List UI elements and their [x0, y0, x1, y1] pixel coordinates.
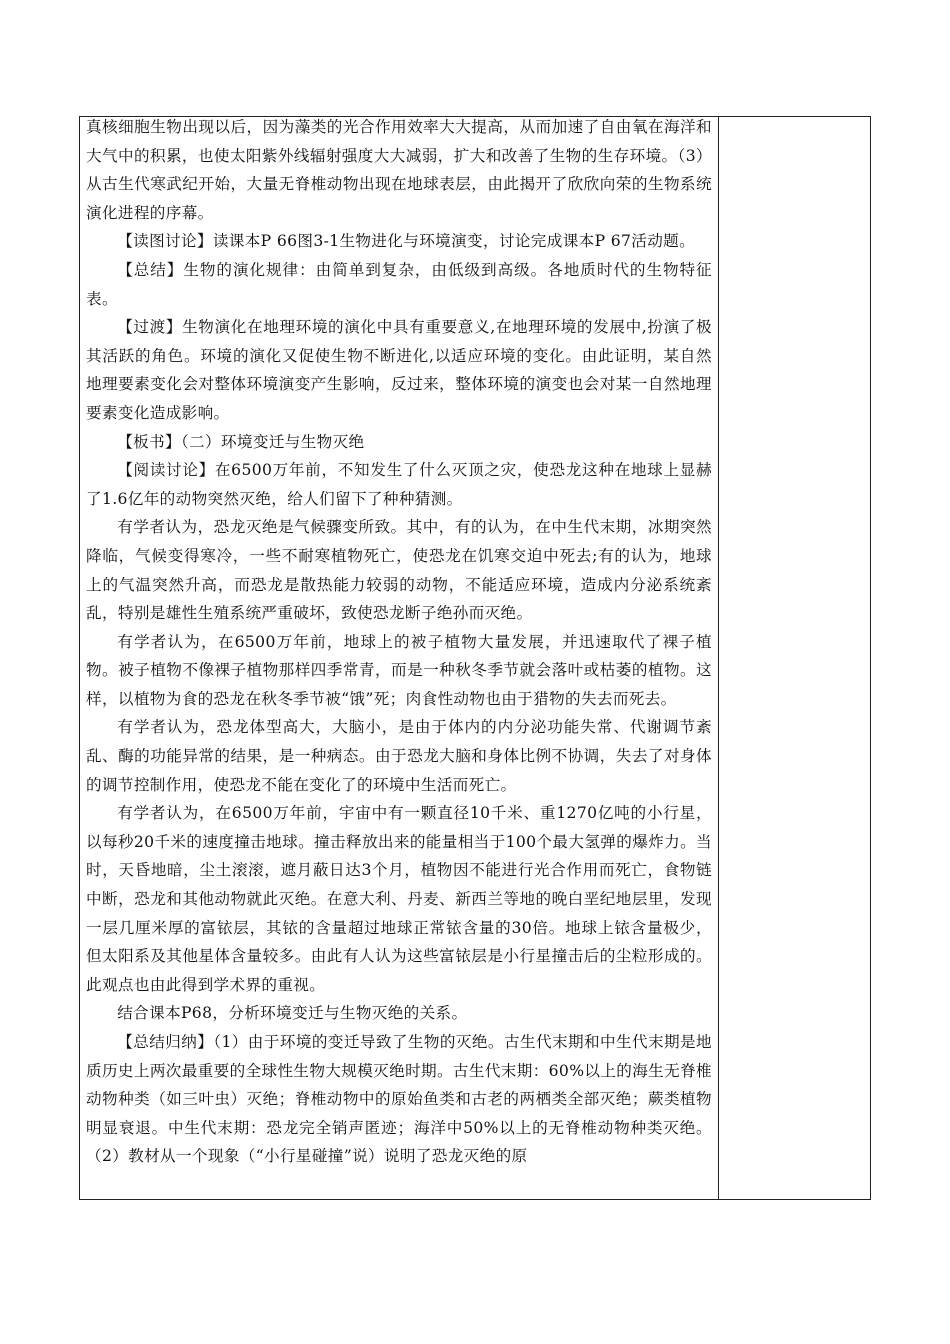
- paragraph: 【板书】（二）环境变迁与生物灭绝: [117, 432, 365, 451]
- paragraph: 有学者认为，恐龙灭绝是气候骤变所致。其中，有的认为，在中生代末期，冰期突然降临，气候变得寒冷，一些不耐寒植物死亡，使恐龙在饥寒交迫中死去;有的认为，地球上的气温突然升高，而恐龙是散热能力较弱的动物，不能适应环境，造成内分泌系统紊乱，特别是雄性生殖系统严重破坏，致使恐龙断子绝孙而灭绝。: [86, 518, 712, 623]
- notes-column-cell: [720, 117, 870, 1199]
- paragraph: 【过渡】生物演化在地理环境的演化中具有重要意义,在地理环境的发展中,扮演了极其活跃的角色。环境的演化又促使生物不断进化,以适应环境的变化。由此证明，某自然地理要素变化会对整体环境演变产生影响，反过来，整体环境的演变也会对某一自然地理要素变化造成影响。: [86, 318, 712, 422]
- paragraph: 【读图讨论】读课本P 66图3-1生物进化与环境演变，讨论完成课本P 67活动题。: [117, 232, 696, 251]
- table-column-divider: [718, 116, 719, 1200]
- paragraph: 【阅读讨论】在6500万年前，不知发生了什么灭顶之灾，使恐龙这种在地球上显赫了1.6亿年的动物突然灭绝，给人们留下了种种猜测。: [86, 461, 712, 508]
- paragraph: 有学者认为，恐龙体型高大，大脑小，是由于体内的内分泌功能失常、代谢调节紊乱、酶的功能异常的结果，是一种病态。由于恐龙大脑和身体比例不协调，失去了对身体的调节控制作用，使恐龙不能在变化了的环境中生活而死亡。: [86, 718, 712, 794]
- paragraph: 有学者认为，在6500万年前，宇宙中有一颗直径10千米、重1270亿吨的小行星，以每秒20千米的速度撞击地球。撞击释放出来的能量相当于100个最大氢弹的爆炸力。当时，天昏地暗，尘土滚滚，遮月蔽日达3个月，植物因不能进行光合作用而死亡，食物链中断，恐龙和其他动物就此灭绝。在意大利、丹麦、新西兰等地的晚白垩纪地层里，发现一层几厘米厚的富铱层，其铱的含量超过地球正常铱含量的30倍。地球上铱含量极少，但太阳系及其他星体含量较多。由此有人认为这些富铱层是小行星撞击后的尘粒形成的。此观点也由此得到学术界的重视。: [86, 804, 712, 994]
- paragraph: 有学者认为，在6500万年前，地球上的被子植物大量发展，并迅速取代了裸子植物。被子植物不像裸子植物那样四季常青，而是一种秋冬季节就会落叶或枯萎的植物。这样，以植物为食的恐龙在秋冬季节被“饿”死；肉食性动物也由于猎物的失去而死去。: [86, 632, 712, 708]
- paragraph: 【总结归纳】（1）由于环境的变迁导致了生物的灭绝。古生代末期和中生代末期是地质历史上两次最重要的全球性生物大规模灭绝时期。古生代末期：60%以上的海生无脊椎动物种类（如三叶虫）灭绝；脊椎动物中的原始鱼类和古老的两栖类全部灭绝；蕨类植物明显衰退。中生代末期：恐龙完全销声匿迹；海洋中50%以上的无脊椎动物种类灭绝。（2）教材从一个现象（“小行星碰撞”说）说明了恐龙灭绝的原: [86, 1033, 712, 1166]
- paragraph: 结合课本P68，分析环境变迁与生物灭绝的关系。: [117, 1004, 468, 1023]
- paragraph: 【总结】生物的演化规律：由简单到复杂，由低级到高级。各地质时代的生物特征表。: [86, 260, 712, 308]
- paragraph: 真核细胞生物出现以后，因为藻类的光合作用效率大大提高，从而加速了自由氧在海洋和大气中的积累，也使太阳紫外线辐射强度大大减弱，扩大和改善了生物的生存环境。（3）从古生代寒武纪开始，大量无脊椎动物出现在地球表层，由此揭开了欣欣向荣的生物系统演化进程的序幕。: [86, 118, 712, 222]
- lesson-content-cell: [86, 113, 712, 1171]
